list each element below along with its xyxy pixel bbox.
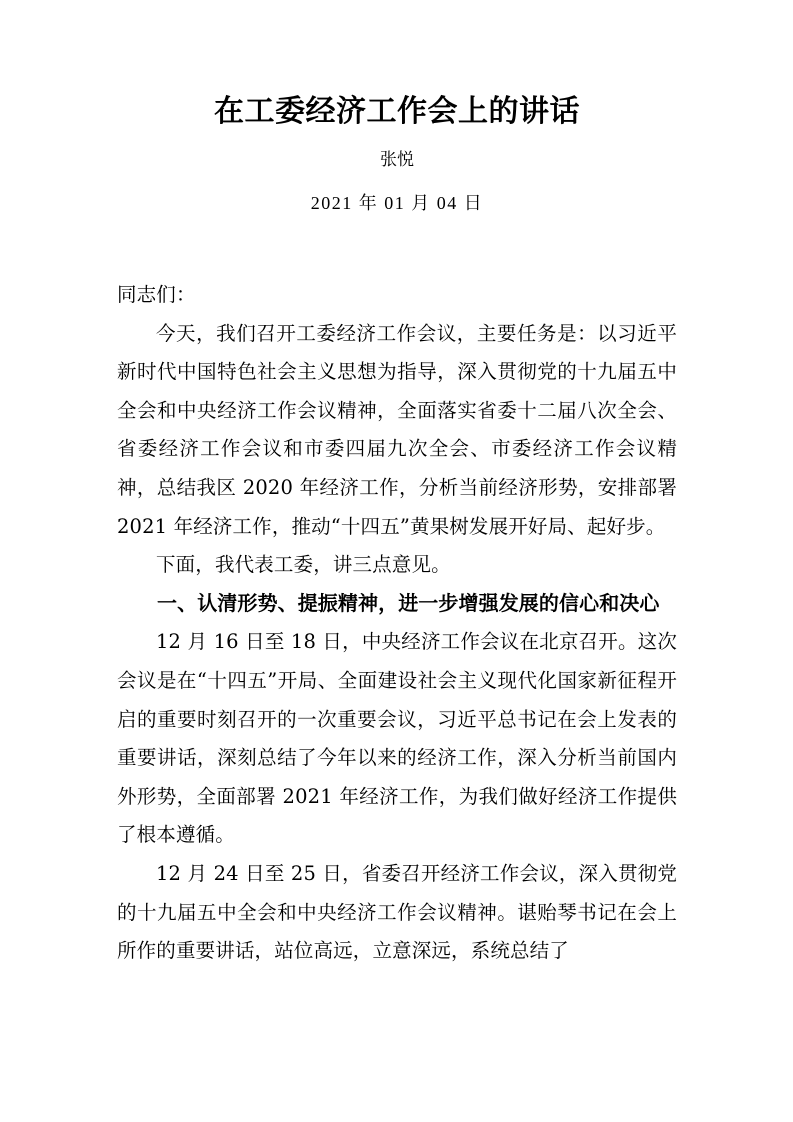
document-date: 2021 年 01 月 04 日 [310,193,484,213]
page-title: 在工委经济工作会上的讲话 [214,95,580,128]
document-body [117,276,677,971]
document-author: 张悦 [380,150,414,170]
salutation: 同志们： [117,283,196,306]
section-heading-1: 一、认清形势、提振精神，进一步增强发展的信心和决心 [157,592,660,615]
paragraph-4: 12 月 24 日至 25 日，省委召开经济工作会议，深入贯彻党的十九届五中全会和中央经济工作会议精神。谌贻琴书记在会上所作的重要讲话，站位高远，立意深远，系统总结了 [117,861,677,963]
paragraph-2: 下面，我代表工委，讲三点意见。 [156,553,451,577]
paragraph-3: 12 月 16 日至 18 日，中央经济工作会议在北京召开。这次会议是在“十四五”开局、全面建设社会主义现代化国家新征程开启的重要时刻召开的一次重要会议，习近平总书记在会上发表的重要讲话，深刻总结了今年以来的经济工作，深入分析当前国内外形势，全面部署 2021 年经济工作，为我们做好经济工作提供了根本遵循。 [117,630,677,847]
document-content [117,0,677,971]
paragraph-1: 今天，我们召开工委经济工作会议，主要任务是：以习近平新时代中国特色社会主义思想为指导，深入贯彻党的十九届五中全会和中央经济工作会议精神，全面落实省委十二届八次全会、省委经济工作会议和市委四届九次全会、市委经济工作会议精神，总结我区 2020 年经济工作，分析当前经济形势，安排部署 2021 年经济工作，推动“十四五”黄果树发展开好局、起好步。 [117,321,677,538]
